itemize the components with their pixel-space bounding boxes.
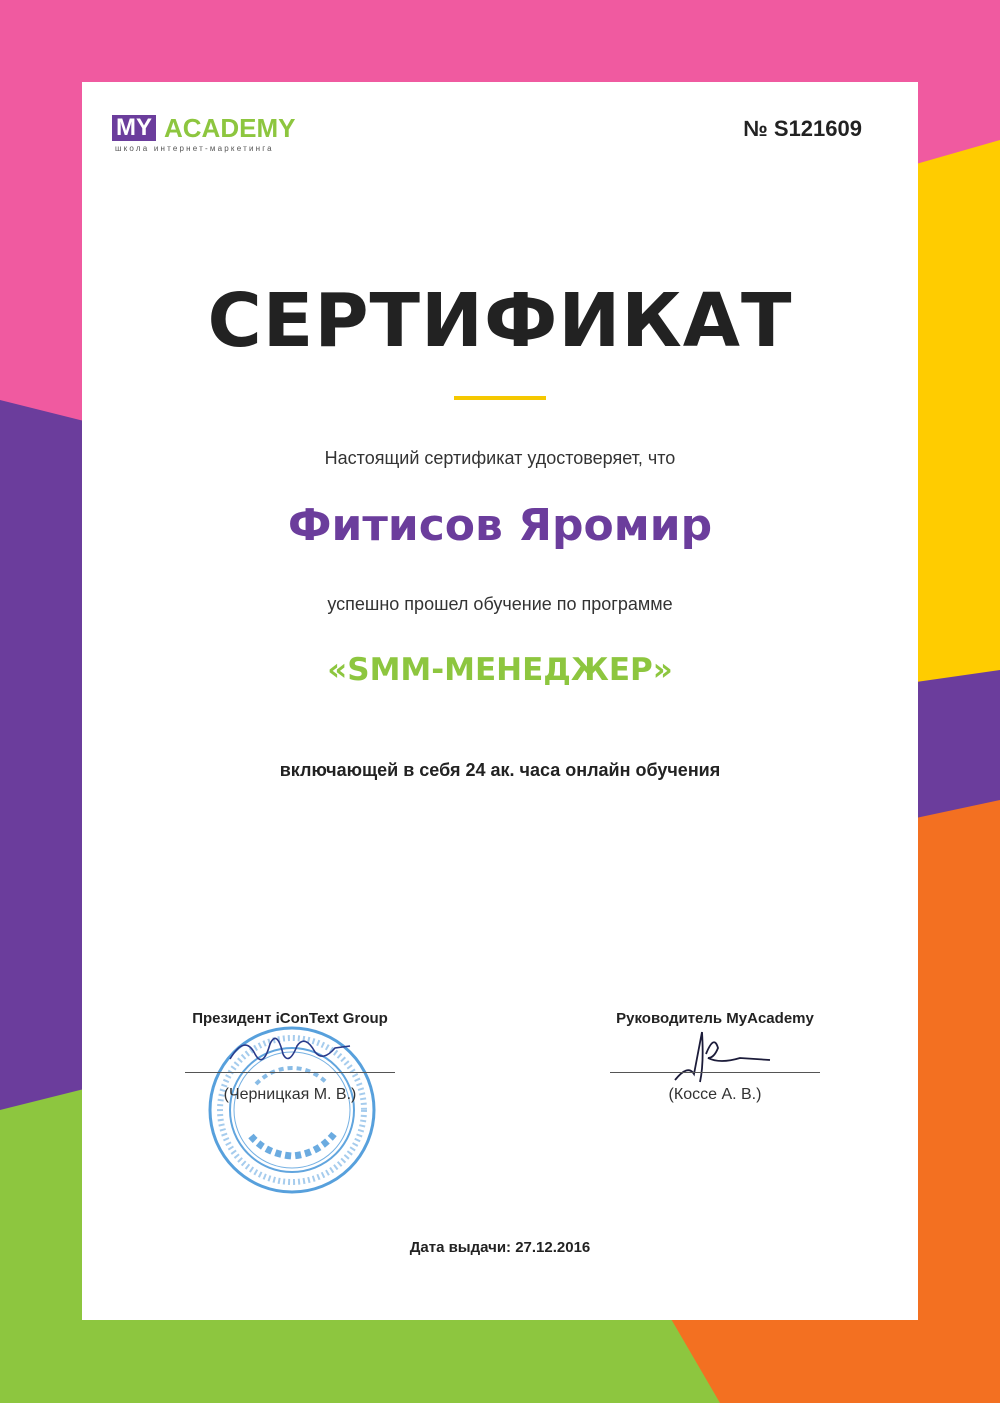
program-name: «SMM-МЕНЕДЖЕР» <box>327 652 673 688</box>
handwritten-signature-icon <box>225 1024 355 1074</box>
title-divider <box>454 396 546 400</box>
logo-my: MY <box>112 115 156 141</box>
handwritten-signature-icon <box>670 1024 780 1086</box>
signature-line <box>185 1072 395 1073</box>
recipient-name: Фитисов Яромир <box>287 500 713 551</box>
signatory-name: (Коссе А. В.) <box>668 1086 762 1103</box>
issue-date: Дата выдачи: 27.12.2016 <box>409 1239 591 1256</box>
signature-line <box>610 1072 820 1073</box>
certificate-card <box>82 82 918 1320</box>
signature-block-director <box>600 1010 830 1103</box>
completion-text: успешно прошел обучение по программе <box>327 594 673 614</box>
signature-role: Президент iConText Group <box>192 1010 388 1027</box>
intro-text: Настоящий сертификат удостоверяет, что <box>324 448 676 468</box>
hours-text: включающей в себя 24 ак. часа онлайн обучения <box>279 760 721 780</box>
logo-subtitle: школа интернет-маркетинга <box>115 144 274 153</box>
certificate-title: СЕРТИФИКАТ <box>207 278 793 364</box>
signatory-name: (Черницкая М. В.) <box>223 1086 357 1103</box>
certificate-number: № S121609 <box>743 116 862 141</box>
signature-block-president <box>175 1010 405 1103</box>
signature-role: Руководитель MyAcademy <box>616 1010 814 1027</box>
logo-academy: ACADEMY <box>164 113 296 143</box>
